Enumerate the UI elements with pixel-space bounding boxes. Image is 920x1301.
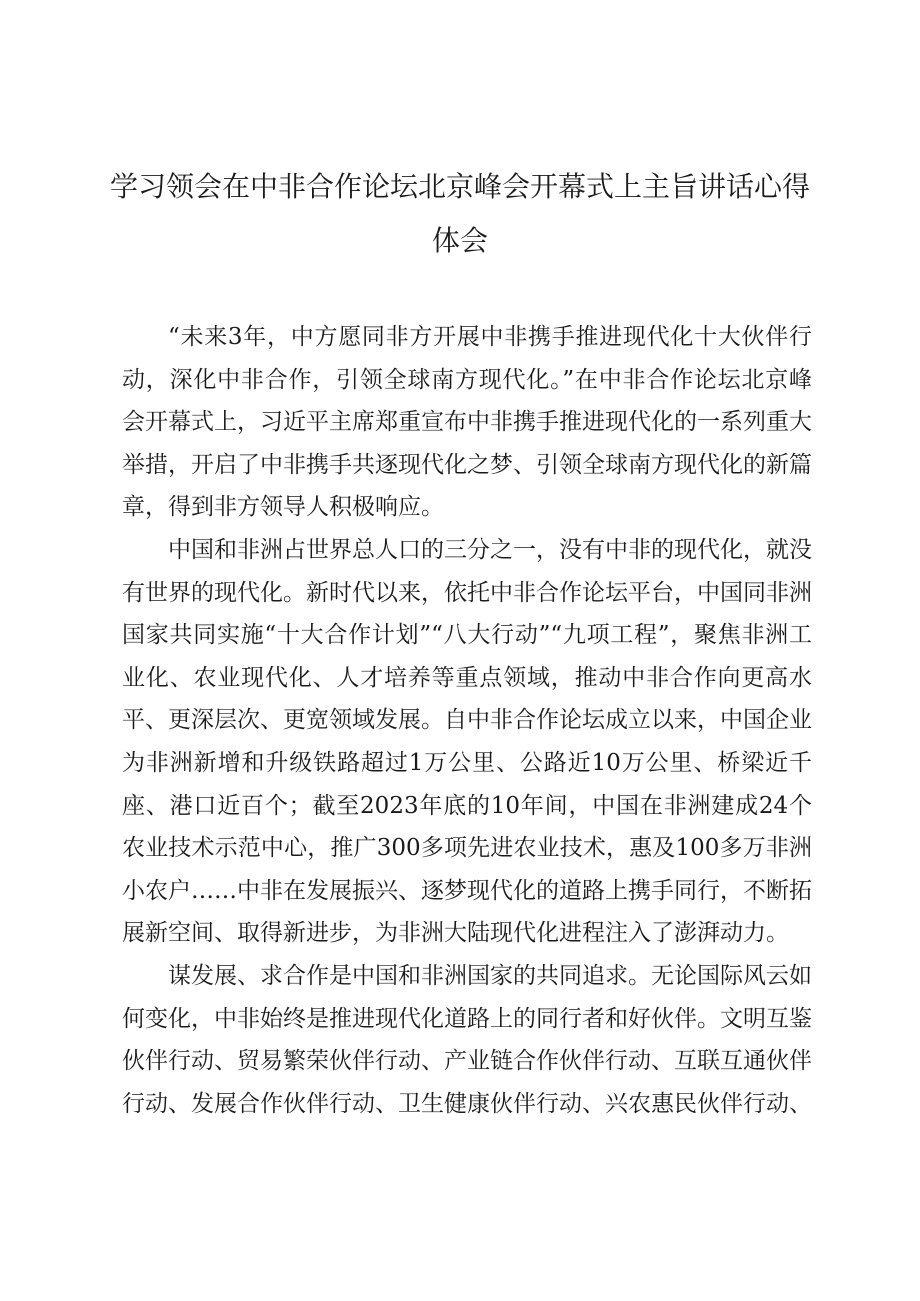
paragraph-1: “未来3年，中方愿同非方开展中非携手推进现代化十大伙伴行动，深化中非合作，引领全球南方现代化。”在中非合作论坛北京峰会开幕式上，习近平主席郑重宣布中非携手推进现代化的一系列重大举措，开启了中非携手共逐现代化之梦、引领全球南方现代化的新篇章，得到非方领导人积极响应。 [122, 324, 812, 521]
document-body [122, 316, 812, 1125]
paragraph-3: 谋发展、求合作是中国和非洲国家的共同追求。无论国际风云如何变化，中非始终是推进现代化道路上的同行者和好伙伴。文明互鉴伙伴行动、贸易繁荣伙伴行动、产业链合作伙伴行动、互联互通伙伴行动、发展合作伙伴行动、卫生健康伙伴行动、兴农惠民伙伴行动、 [122, 962, 812, 1117]
paragraph-2: 中国和非洲占世界总人口的三分之一，没有中非的现代化，就没有世界的现代化。新时代以来，依托中非合作论坛平台，中国同非洲国家共同实施“十大合作计划”“八大行动”“九项工程”，聚焦非洲工业化、农业现代化、人才培养等重点领域，推动中非合作向更高水平、更深层次、更宽领域发展。自中非合作论坛成立以来，中国企业为非洲新增和升级铁路超过1万公里、公路近10万公里、桥梁近千座、港口近百个；截至2023年底的10年间，中国在非洲建成24个农业技术示范中心，推广300多项先进农业技术，惠及100多万非洲小农户……中非在发展振兴、逐梦现代化的道路上携手同行，不断拓展新空间、取得新进步，为非洲大陆现代化进程注入了澎湃动力。 [122, 536, 812, 947]
document-title: 学习领会在中非合作论坛北京峰会开幕式上主旨讲话心得体会 [110, 170, 811, 257]
